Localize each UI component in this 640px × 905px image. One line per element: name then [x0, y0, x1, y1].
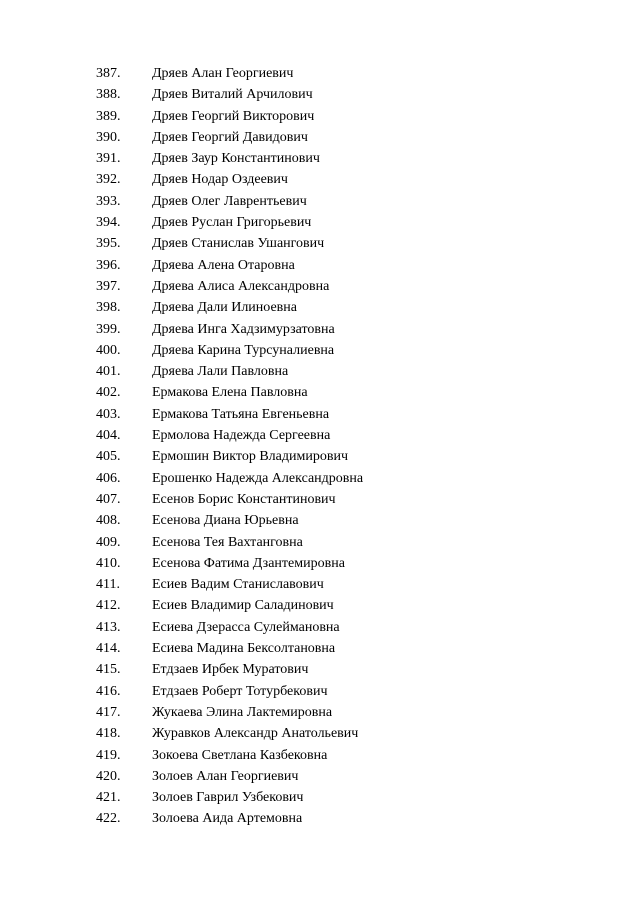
entry-number: 387. — [96, 66, 121, 81]
entry-name: Дряев Георгий Викторович — [152, 108, 315, 124]
entry-name: Дряев Нодар Оздеевич — [152, 172, 288, 188]
entry-name: Жукаева Элина Лактемировна — [152, 704, 333, 720]
list-item — [96, 659, 363, 680]
entry-name: Есенова Тея Вахтанговна — [152, 534, 303, 550]
entry-name: Есиев Владимир Саладинович — [152, 598, 334, 614]
entry-name: Дряев Заур Константинович — [152, 151, 320, 167]
entry-name: Ерошенко Надежда Александровна — [152, 470, 364, 486]
entry-number: 407. — [96, 491, 121, 507]
entry-name: Есенов Борис Константинович — [152, 491, 336, 507]
list-item — [96, 489, 363, 510]
list-item — [96, 127, 363, 148]
entry-name: Журавков Александр Анатольевич — [152, 726, 359, 742]
entry-name: Дряев Руслан Григорьевич — [152, 215, 312, 231]
entry-number: 398. — [96, 300, 121, 316]
list-item — [96, 553, 363, 574]
entry-number: 422. — [96, 811, 121, 827]
entry-number: 410. — [96, 555, 121, 571]
entry-name: Дряева Алиса Александровна — [152, 278, 330, 294]
entry-number: 405. — [96, 449, 121, 465]
entry-number: 391. — [96, 151, 121, 167]
entry-name: Есенова Диана Юрьевна — [152, 513, 299, 529]
entry-name: Дряев Алан Георгиевич — [152, 66, 294, 81]
list-item — [96, 808, 363, 829]
entry-number: 404. — [96, 428, 121, 444]
entry-number: 414. — [96, 641, 121, 657]
list-item — [96, 404, 363, 425]
list-item — [96, 233, 363, 254]
entry-name: Дряева Лали Павловна — [152, 364, 289, 380]
entry-number: 421. — [96, 790, 121, 806]
entry-name: Ермолова Надежда Сергеевна — [152, 428, 331, 444]
list-item — [96, 84, 363, 105]
entry-number: 420. — [96, 768, 121, 784]
entry-number: 394. — [96, 215, 121, 231]
list-item — [96, 106, 363, 127]
list-item — [96, 745, 363, 766]
entry-number: 413. — [96, 619, 121, 635]
entry-name: Етдзаев Роберт Тотурбекович — [152, 683, 328, 699]
list-item — [96, 681, 363, 702]
list-item — [96, 169, 363, 190]
list-item — [96, 446, 363, 467]
entry-number: 417. — [96, 704, 121, 720]
entry-name: Есиев Вадим Станиславович — [152, 577, 324, 593]
entry-name: Дряев Георгий Давидович — [152, 129, 308, 145]
entry-number: 408. — [96, 513, 121, 529]
entry-name: Золоев Гаврил Узбекович — [152, 790, 304, 806]
list-item — [96, 319, 363, 340]
list-item — [96, 425, 363, 446]
entry-name: Есенова Фатима Дзантемировна — [152, 555, 345, 571]
entry-number: 399. — [96, 321, 121, 337]
entry-number: 419. — [96, 747, 121, 763]
entry-number: 400. — [96, 342, 121, 358]
entry-name: Ермакова Татьяна Евгеньевна — [152, 406, 330, 422]
entry-number: 406. — [96, 470, 121, 486]
entry-number: 393. — [96, 193, 121, 209]
list-item — [96, 638, 363, 659]
entry-number: 412. — [96, 598, 121, 614]
list-item — [96, 702, 363, 723]
entry-name: Зокоева Светлана Казбековна — [152, 747, 328, 763]
list-item — [96, 276, 363, 297]
list-item — [96, 191, 363, 212]
list-item — [96, 297, 363, 318]
entry-name: Есиева Мадина Бексолтановна — [152, 641, 336, 657]
entry-number: 396. — [96, 257, 121, 273]
entry-number: 403. — [96, 406, 121, 422]
entry-number: 397. — [96, 278, 121, 294]
entry-number: 388. — [96, 87, 121, 103]
entry-number: 401. — [96, 364, 121, 380]
list-item — [96, 723, 363, 744]
list-item — [96, 787, 363, 808]
list-item — [96, 148, 363, 169]
name-list — [96, 63, 363, 830]
entry-name: Дряева Дали Илиноевна — [152, 300, 297, 316]
entry-name: Етдзаев Ирбек Муратович — [152, 662, 309, 678]
entry-name: Золоев Алан Георгиевич — [152, 768, 299, 784]
entry-number: 402. — [96, 385, 121, 401]
entry-name: Ермакова Елена Павловна — [152, 385, 308, 401]
entry-number: 390. — [96, 129, 121, 145]
entry-name: Есиева Дзерасса Сулеймановна — [152, 619, 340, 635]
list-item — [96, 255, 363, 276]
entry-number: 389. — [96, 108, 121, 124]
list-item — [96, 510, 363, 531]
list-item — [96, 574, 363, 595]
entry-number: 392. — [96, 172, 121, 188]
list-item — [96, 617, 363, 638]
entry-name: Дряева Инга Хадзимурзатовна — [152, 321, 335, 337]
list-item — [96, 766, 363, 787]
entry-name: Дряева Алена Отаровна — [152, 257, 295, 273]
list-item — [96, 468, 363, 489]
entry-name: Золоева Аида Артемовна — [152, 811, 303, 827]
entry-number: 415. — [96, 662, 121, 678]
list-item — [96, 212, 363, 233]
entry-name: Дряева Карина Турсуналиевна — [152, 342, 335, 358]
list-item — [96, 340, 363, 361]
entry-name: Дряев Олег Лаврентьевич — [152, 193, 307, 209]
entry-number: 411. — [96, 577, 120, 593]
list-item — [96, 361, 363, 382]
entry-number: 416. — [96, 683, 121, 699]
entry-number: 409. — [96, 534, 121, 550]
entry-name: Ермошин Виктор Владимирович — [152, 449, 348, 465]
list-item — [96, 532, 363, 553]
entry-number: 395. — [96, 236, 121, 252]
entry-name: Дряев Виталий Арчилович — [152, 87, 313, 103]
list-item — [96, 63, 363, 84]
list-item — [96, 382, 363, 403]
entry-name: Дряев Станислав Ушангович — [152, 236, 325, 252]
list-item — [96, 595, 363, 616]
entry-number: 418. — [96, 726, 121, 742]
